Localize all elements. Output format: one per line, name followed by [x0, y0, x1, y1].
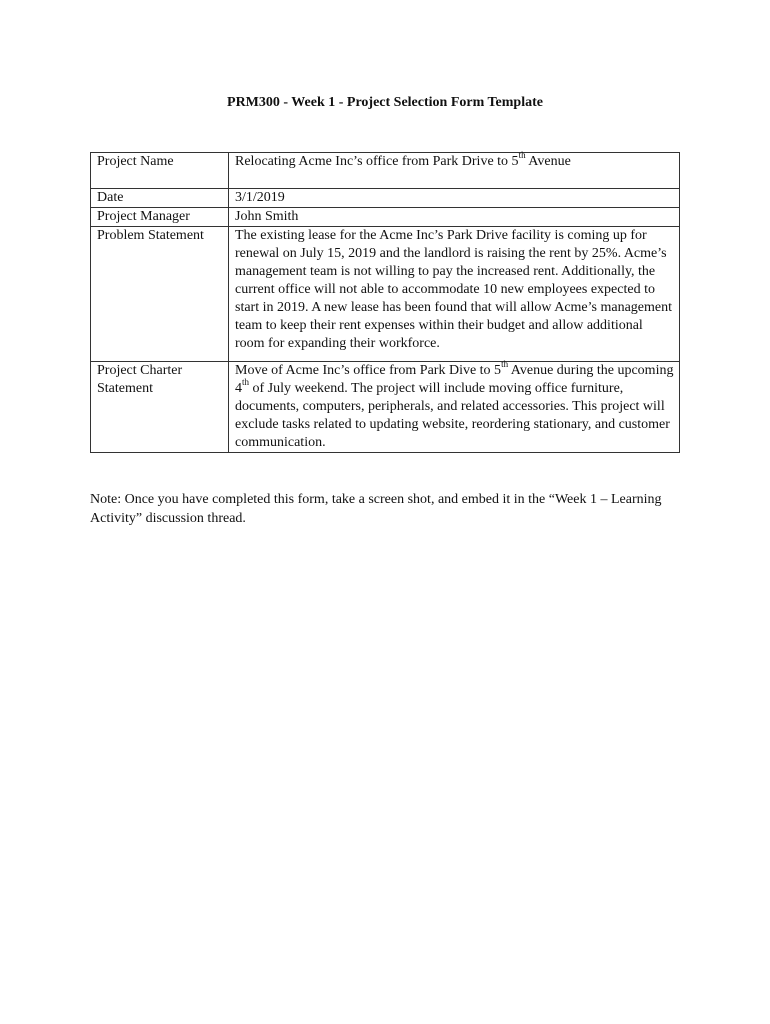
submission-note: Note: Once you have completed this form, take a screen shot, and embed it in the “Week 1 – Learning Activity” discussion thread.	[90, 492, 662, 526]
table-row-project-charter-statement	[91, 362, 680, 453]
project-manager-label: Project Manager	[91, 208, 229, 227]
table-row-date	[91, 189, 680, 208]
table-row-project-manager	[91, 208, 680, 227]
project-selection-form-table	[90, 152, 680, 453]
charter-text-end: of July weekend. The project will include moving office furniture, documents, computers, peripherals, and related accessories. This project will exclude tasks related to updating website, reordering stationary, and customer communication.	[235, 381, 670, 450]
problem-statement-value: The existing lease for the Acme Inc’s Park Drive facility is coming up for renewal on July 15, 2019 and the landlord is raising the rent by 25%. Acme’s management team is not willing to pay the increased rent. Additionally, the current office will not able to accommodate 10 new employees expected to start in 2019. A new lease has been found that will allow Acme’s management team to keep their rent expenses within their budget and allow additional room for expanding their workforce.	[229, 227, 680, 362]
date-label: Date	[91, 189, 229, 208]
project-charter-statement-label: Project Charter Statement	[91, 362, 229, 453]
table-row-problem-statement	[91, 227, 680, 362]
table-row-project-name	[91, 153, 680, 189]
date-value: 3/1/2019	[229, 189, 680, 208]
project-manager-value: John Smith	[229, 208, 680, 227]
project-charter-statement-value	[229, 359, 680, 453]
project-name-text-end: Avenue	[525, 154, 571, 169]
charter-superscript-1: th	[501, 359, 509, 370]
problem-statement-label: Problem Statement	[91, 227, 229, 362]
project-name-label: Project Name	[91, 153, 229, 189]
project-name-text-start: Relocating Acme Inc’s office from Park Drive to 5	[235, 154, 519, 169]
charter-text-start: Move of Acme Inc’s office from Park Dive to 5	[235, 363, 502, 378]
document-title: PRM300 - Week 1 - Project Selection Form Template	[227, 95, 543, 110]
project-name-value	[229, 150, 680, 189]
charter-text-middle: Avenue during the upcoming 4	[235, 363, 674, 396]
charter-superscript-2: th	[242, 377, 250, 388]
project-name-superscript: th	[518, 150, 526, 161]
